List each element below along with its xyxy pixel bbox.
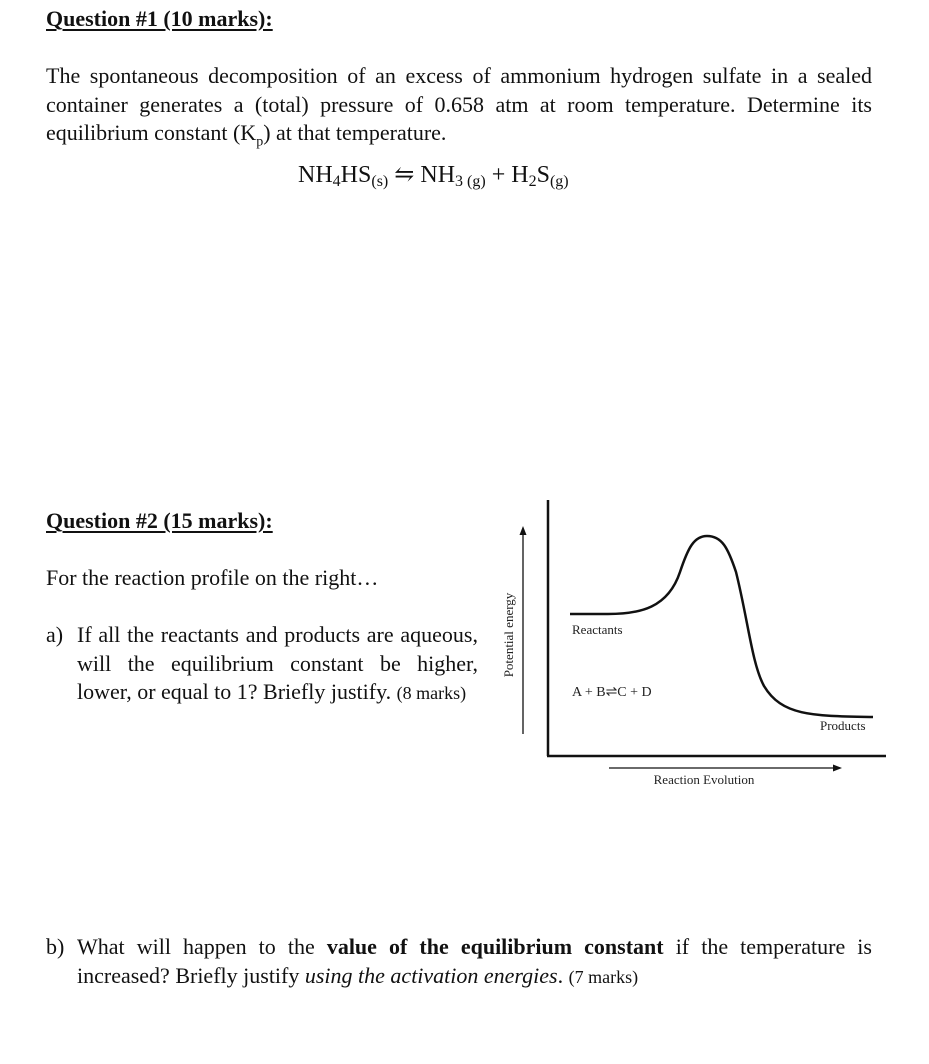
y-axis-label: Potential energy <box>501 592 516 678</box>
reaction-label: A + B⇌C + D <box>572 685 652 700</box>
kp-subscript: p <box>256 134 264 150</box>
q2-part-a <box>46 621 478 708</box>
q1-text-part2: ) at that temperature. <box>263 120 447 145</box>
reaction-profile-diagram <box>490 490 900 800</box>
part-b-text-italic: using the activation energies <box>304 962 558 988</box>
part-b-marks: (7 marks) <box>568 966 639 987</box>
products-label: Products <box>820 718 866 733</box>
part-b-text-mid: if the temperature is increased? Briefly justify <box>77 934 872 988</box>
part-b-text-post: . <box>557 962 564 988</box>
y-axis-arrowhead-icon <box>520 526 527 535</box>
eq-product2-sub: 2 <box>528 173 537 190</box>
part-b-letter: b) <box>46 934 65 959</box>
eq-reactant-mid: HS <box>340 162 372 188</box>
x-axis-arrowhead-icon <box>833 765 842 772</box>
equilibrium-arrow-icon: ⇋ <box>394 162 415 188</box>
eq-plus: + <box>491 162 506 188</box>
q2-intro: For the reaction profile on the right… <box>46 565 379 590</box>
q1-text-part1: The spontaneous decomposition of an excess of ammonium hydrogen sulfate in a sealed container generates a (total) pressure of 0.658 atm at room temperature. Determine its equilibrium constant (K <box>46 63 872 145</box>
part-a-body <box>77 621 478 708</box>
reactants-label: Reactants <box>572 622 623 637</box>
part-a-marks: (8 marks) <box>396 683 467 703</box>
eq-reactant: NH <box>298 162 333 188</box>
equilibrium-equation <box>298 160 569 189</box>
part-b-text-bold: value of the equilibrium constant <box>326 934 664 959</box>
part-b-text-pre: What will happen to the <box>77 934 327 959</box>
q2-heading: Question #2 (15 marks): <box>46 508 273 533</box>
eq-product2-mid: S <box>536 162 550 188</box>
eq-reactant-state: (s) <box>371 173 389 190</box>
eq-product2-state: (g) <box>549 173 569 190</box>
eq-product2: H <box>511 162 529 188</box>
x-axis-label: Reaction Evolution <box>653 772 755 787</box>
eq-product1: NH <box>420 162 456 188</box>
q2-part-b <box>46 933 872 991</box>
q1-paragraph <box>46 62 872 157</box>
eq-product1-sub: 3 (g) <box>455 173 486 190</box>
eq-reactant-sub: 4 <box>332 173 341 190</box>
part-a-letter: a) <box>46 622 64 647</box>
q1-heading: Question #1 (10 marks): <box>46 6 273 31</box>
part-b-body <box>77 933 872 991</box>
part-a-text: If all the reactants and products are aqueous, will the equilibrium constant be higher, lower, or equal to 1? Briefly justify. <box>77 622 478 704</box>
